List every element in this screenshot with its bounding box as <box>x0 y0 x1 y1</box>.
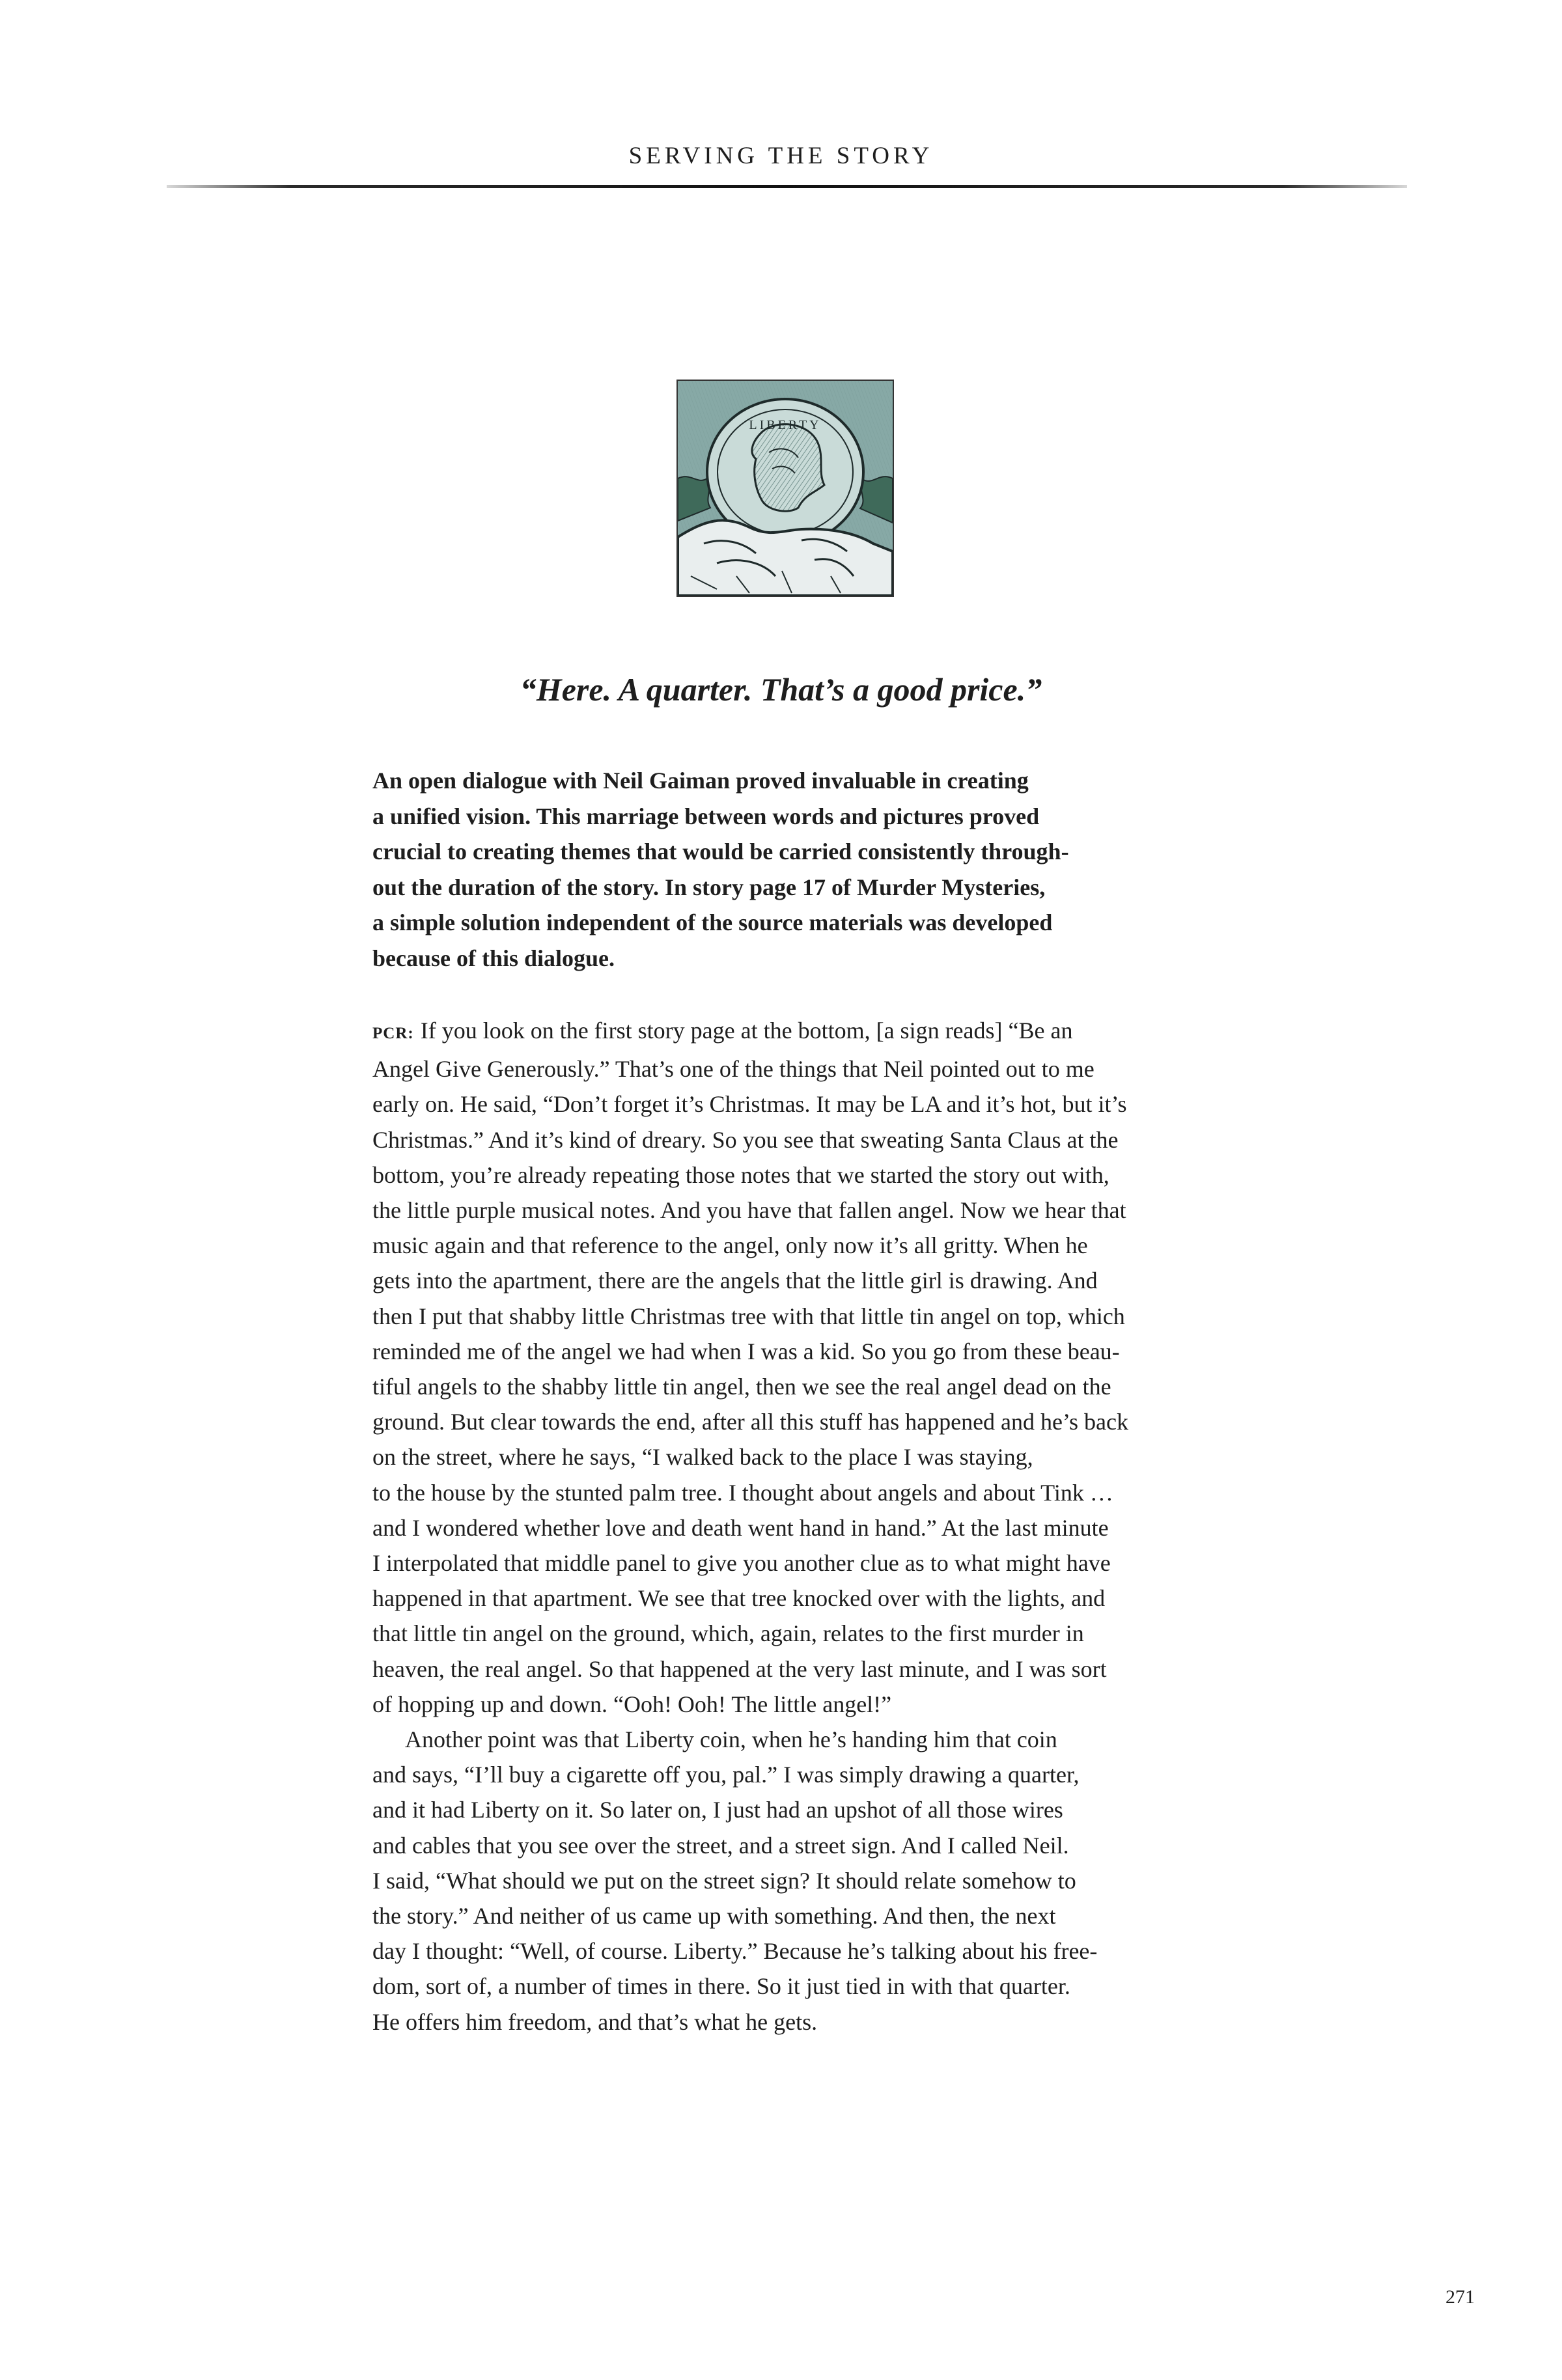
body-line: and it had Liberty on it. So later on, I just had an upshot of all those wires <box>372 1797 1063 1823</box>
body-line: Another point was that Liberty coin, when he’s handing him that coin <box>405 1726 1057 1753</box>
body-line: bottom, you’re already repeating those notes that we started the story out with, <box>372 1161 1109 1188</box>
intro-paragraph <box>372 763 1219 976</box>
speaker-label: PCR: <box>372 1025 414 1042</box>
body-line: and cables that you see over the street, and a street sign. And I called Neil. <box>372 1832 1069 1859</box>
body-line: music again and that reference to the angel, only now it’s all gritty. When he <box>372 1232 1088 1259</box>
liberty-quarter-coin-icon <box>678 381 893 596</box>
body-line <box>372 1013 1219 1051</box>
body-line: on the street, where he says, “I walked back to the place I was staying, <box>372 1444 1033 1471</box>
svg-text:LIBERTY: LIBERTY <box>749 418 822 432</box>
body-line: gets into the apartment, there are the angels that the little girl is drawing. And <box>372 1267 1098 1294</box>
body-line: He offers him freedom, and that’s what he gets. <box>372 2008 818 2035</box>
body-line: heaven, the real angel. So that happened at the very last minute, and I was sort <box>372 1655 1107 1682</box>
pull-quote: “Here. A quarter. That’s a good price.” <box>520 671 1042 708</box>
intro-line: a unified vision. This marriage between words and pictures proved <box>372 803 1040 829</box>
body-line: then I put that shabby little Christmas tree with that little tin angel on top, which <box>372 1303 1125 1329</box>
intro-line: An open dialogue with Neil Gaiman proved invaluable in creating <box>372 768 1029 794</box>
body-line: of hopping up and down. “Ooh! Ooh! The little angel!” <box>372 1691 892 1717</box>
body-line: dom, sort of, a number of times in there. So it just tied in with that quarter. <box>372 1973 1070 2000</box>
body-line: tiful angels to the shabby little tin angel, then we see the real angel dead on the <box>372 1374 1111 1400</box>
body-line-text: If you look on the first story page at the bottom, [a sign reads] “Be an <box>420 1017 1073 1044</box>
intro-line: because of this dialogue. <box>372 945 615 971</box>
intro-line: out the duration of the story. In story page 17 of Murder Mysteries, <box>372 874 1046 900</box>
page-number: 271 <box>1445 2286 1475 2308</box>
body-line: and says, “I’ll buy a cigarette off you, pal.” I was simply drawing a quarter, <box>372 1762 1080 1788</box>
body-line: the little purple musical notes. And you have that fallen angel. Now we hear that <box>372 1197 1126 1224</box>
body-line: ground. But clear towards the end, after all this stuff has happened and he’s back <box>372 1409 1128 1435</box>
body-line: reminded me of the angel we had when I was a kid. So you go from these beau- <box>372 1338 1120 1364</box>
intro-line: crucial to creating themes that would be carried consistently through- <box>372 838 1069 865</box>
body-line: I interpolated that middle panel to give you another clue as to what might have <box>372 1550 1111 1577</box>
body-line: that little tin angel on the ground, which, again, relates to the first murder in <box>372 1620 1084 1647</box>
body-line: early on. He said, “Don’t forget it’s Christmas. It may be LA and it’s hot, but it’s <box>372 1091 1127 1118</box>
body-line: happened in that apartment. We see that tree knocked over with the lights, and <box>372 1585 1106 1612</box>
body-line: I said, “What should we put on the street sign? It should relate somehow to <box>372 1867 1076 1894</box>
interview-body <box>372 1013 1219 2040</box>
body-line: Angel Give Generously.” That’s one of the things that Neil pointed out to me <box>372 1056 1095 1083</box>
body-line: day I thought: “Well, of course. Liberty.” Because he’s talking about his free- <box>372 1938 1098 1965</box>
body-line: Christmas.” And it’s kind of dreary. So you see that sweating Santa Claus at the <box>372 1126 1119 1153</box>
header-rule <box>167 185 1407 188</box>
coin-illustration <box>676 380 894 597</box>
body-line: the story.” And neither of us came up with something. And then, the next <box>372 1903 1056 1930</box>
running-head: SERVING THE STORY <box>628 143 934 169</box>
body-line: to the house by the stunted palm tree. I thought about angels and about Tink … <box>372 1479 1113 1506</box>
intro-line: a simple solution independent of the source materials was developed <box>372 909 1053 935</box>
body-line: and I wondered whether love and death went hand in hand.” At the last minute <box>372 1514 1109 1541</box>
